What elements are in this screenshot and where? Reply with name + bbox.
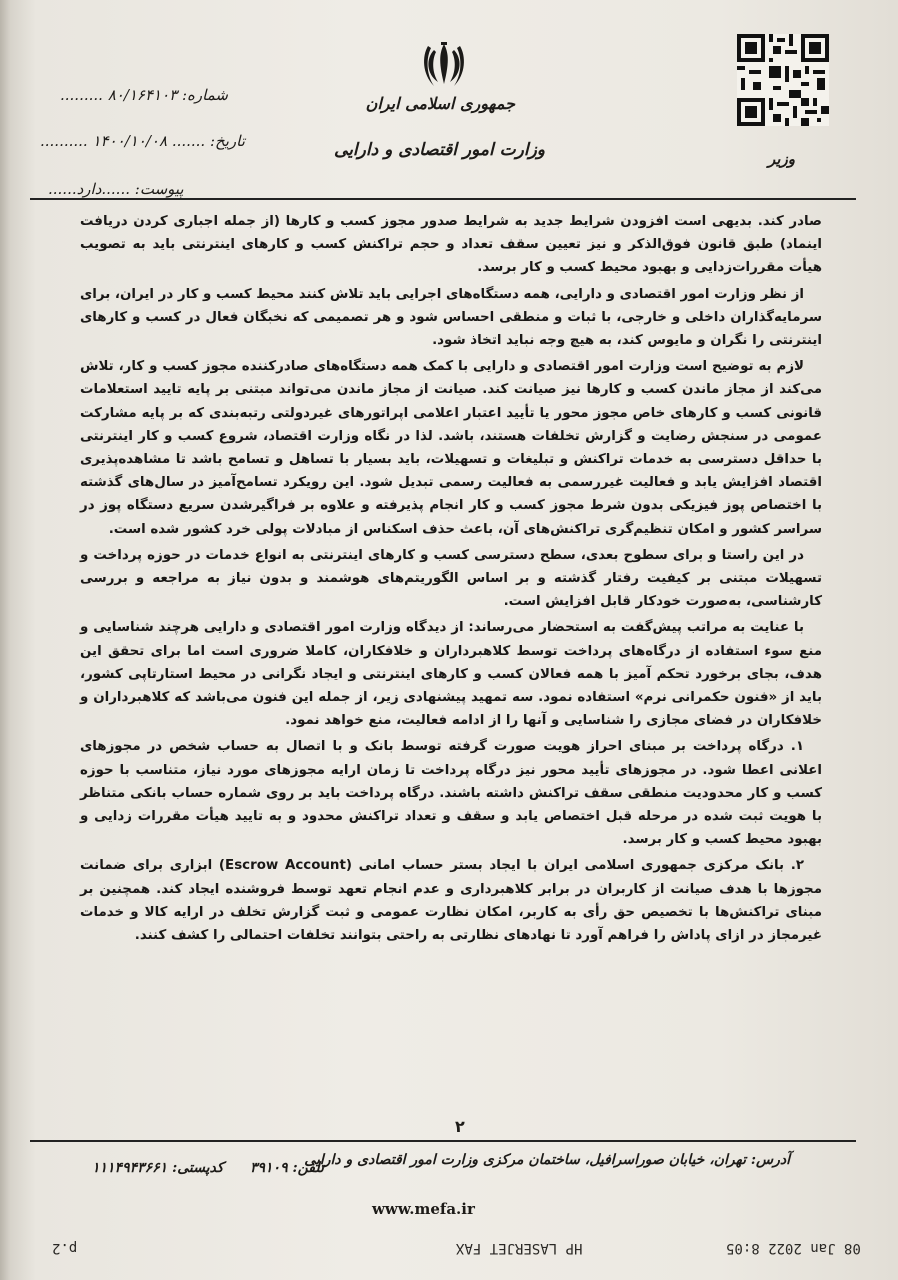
iran-emblem-icon <box>420 40 468 90</box>
header-divider <box>30 198 856 200</box>
letter-body <box>80 210 822 950</box>
letter-number: شماره: ۸۰/۱۶۴۱۰۳ ......... <box>60 86 228 104</box>
body-paragraph: ۲. بانک مرکزی جمهوری اسلامی ایران با ایجاد بستر حساب امانی (Escrow Account) ابزاری برای ضمانت مجوزها با هدف صیانت از کاربران در برابر کلاهبرداری و عدم انجام تعهد توسط فروشنده ایجاد کند. همچنین بر مبنای تراکنش‌ها با تخصیص حق رأی به کاربر، امکان نظارت عمومی و ثبت گزارش تخلف در ارایه کالا و خدمات غیرمجاز در ازای پاداش را فراهم آورد تا نهادهای نظارتی به راحتی بتوانند تخلفات احتمالی را کشف کنند. <box>80 858 822 944</box>
number-label: شماره: <box>182 86 228 104</box>
footer-website: www.mefa.ir <box>372 1200 475 1218</box>
body-paragraph: ۱. درگاه پرداخت بر مبنای احراز هویت صورت گرفته توسط بانک و با اتصال به حساب شخص در مجوزهای اعلانی اعطا شود. در مجوزهای تأیید محور نیز درگاه پرداخت تا زمان ارایه مجوزهای مورد نیاز، متناسب با حوزه کسب و کار محدودیت منطقی سقف تراکنش داشته باشند. درگاه پرداخت باید بر روی شماره حساب بانکی متناظر با هویت ثبت شده در مرحله قبل اختصاص یابد و سقف و تعداد تراکنش محدود و به تایید هیأت مقررات زدایی و بهبود محیط کسب و کار برسد. <box>80 739 822 848</box>
body-paragraph: از نظر وزارت امور اقتصادی و دارایی، همه دستگاه‌های اجرایی باید تلاش کنند محیط کسب و کار در ایران، برای سرمایه‌گذاران داخلی و خارجی، با ثبات و منطقی احساس شود و هر تصمیمی که نخبگان فعال در کسب و کارهای اینترنتی را نگران و مایوس کند، به هیچ وجه نباید اتخاذ شود. <box>80 286 822 349</box>
body-paragraph: صادر کند. بدیهی است افزودن شرایط جدید به شرایط صدور مجوز کسب و کارها (از جمله اجباری کردن دریافت اینماد) طبق قانون فوق‌الذکر و نیز تعیین سقف تعداد و حجم تراکنش کسب و کارهای اینترنتی باید به تصویب هیأت مقررات‌زدایی و بهبود محیط کسب و کار برسد. <box>80 214 822 276</box>
footer-postal-code: کدپستی: ۱۱۱۴۹۴۳۶۶۱ <box>92 1160 224 1176</box>
letter-attachment <box>48 180 184 198</box>
footer-address: آدرس: تهران، خیابان صوراسرافیل، ساختمان مرکزی وزارت امور اقتصادی و دارایی <box>304 1152 790 1168</box>
minister-label: وزیر <box>768 150 795 168</box>
attachment-label: پیوست: <box>134 180 184 198</box>
body-paragraph: با عنایت به مراتب پیش‌گفت به استحضار می‌رساند: از دیدگاه وزارت امور اقتصادی و دارایی هرچند شناسایی و منع سوء استفاده از درگاه‌های پرداخت توسط کلاهبرداران و خلافکاران، کاملا ضروری است اما برای تحقق این هدف، بجای برخورد تحکم آمیز با همه فعالان کسب و کارهای اینترنتی و ایجاد نگرانی در محیط استارتاپی کشور، باید از «فنون حکمرانی نرم» استفاده نمود. سه تمهید پیشنهادی زیر، از جمله این فنون می‌باشد که کلاهبرداران و خلافکاران در فضای مجازی را شناسایی و آنها را از ادامه فعالیت، منع خواهد نمود. <box>80 620 822 729</box>
date-label: تاریخ: <box>209 132 245 150</box>
paper-edge <box>0 0 10 1280</box>
footer-divider <box>30 1140 856 1142</box>
body-paragraph: لازم به توضیح است وزارت امور اقتصادی و دارایی با کمک همه دستگاه‌های صادرکننده مجوز کسب و کار، تلاش می‌کند از مجاز ماندن کسب و کارها نیز صیانت کند. صیانت از مجاز ماندن می‌تواند مبتنی بر پایه تایید استعلامات قانونی کسب و کارهای خاص مجوز محور یا تأیید اعتبار اعلامی اپراتورهای غیردولتی رتبه‌بندی که بر پایه مشارکت عمومی در سنجش رضایت و گزارش تخلفات هستند، باشد. لذا در نگاه وزارت اقتصاد، شروع کسب و کار اینترنتی با حداقل دسترسی به خدمات تراکنش و تبلیغات و تسهیلات، باید بسیار با تساهل و تسامح باشد تا مشاهده‌پذیری اقتصاد افزایش یابد و فعالیت غیررسمی به فعالیت رسمی تبدیل شود. این رویکرد تسامح‌آمیز در سال‌های گذشته با اختصاص پوز فیزیکی بدون شرط مجوز کسب و کار انجام پذیرفته و علاوه بر فراگیرشدن سریع دستگاه پوز در سراسر کشور و امکان تنظیم‌گری تراکنش‌های آن، باعث حذف اسکناس از مبادلات پولی خرد کشور شده است. <box>80 359 822 537</box>
number-value: ۸۰/۱۶۴۱۰۳ <box>107 86 178 104</box>
qr-code-icon <box>737 34 829 126</box>
republic-title: جمهوری اسلامی ایران <box>365 94 515 113</box>
footer-phone: تلفن: ۳۹۱۰۹ <box>250 1160 324 1176</box>
date-value: ۱۴۰۰/۱۰/۰۸ <box>92 132 168 150</box>
page-number: ۲ <box>455 1117 465 1136</box>
letter-date: تاریخ: ....... ۱۴۰۰/۱۰/۰۸ .......... <box>40 132 245 150</box>
body-paragraph: در این راستا و برای سطوح بعدی، سطح دسترسی کسب و کارهای اینترنتی به انواع خدمات در حوزه پرداخت و تسهیلات مبتنی بر کیفیت رفتار گذشته و بر اساس الگوریتم‌های هوشمند و بدون نیاز به مراجعه و بررسی کارشناسی، به‌صورت خودکار قابل افزایش است. <box>80 547 822 610</box>
ministry-title: وزارت امور اقتصادی و دارایی <box>334 140 545 160</box>
fax-page: p.2 <box>52 1240 78 1256</box>
fax-device: HP LASERJET FAX <box>456 1240 583 1256</box>
attachment-value: ......دارد...... <box>48 180 130 198</box>
fax-date: 08 Jan 2022 8:05 <box>726 1240 861 1256</box>
